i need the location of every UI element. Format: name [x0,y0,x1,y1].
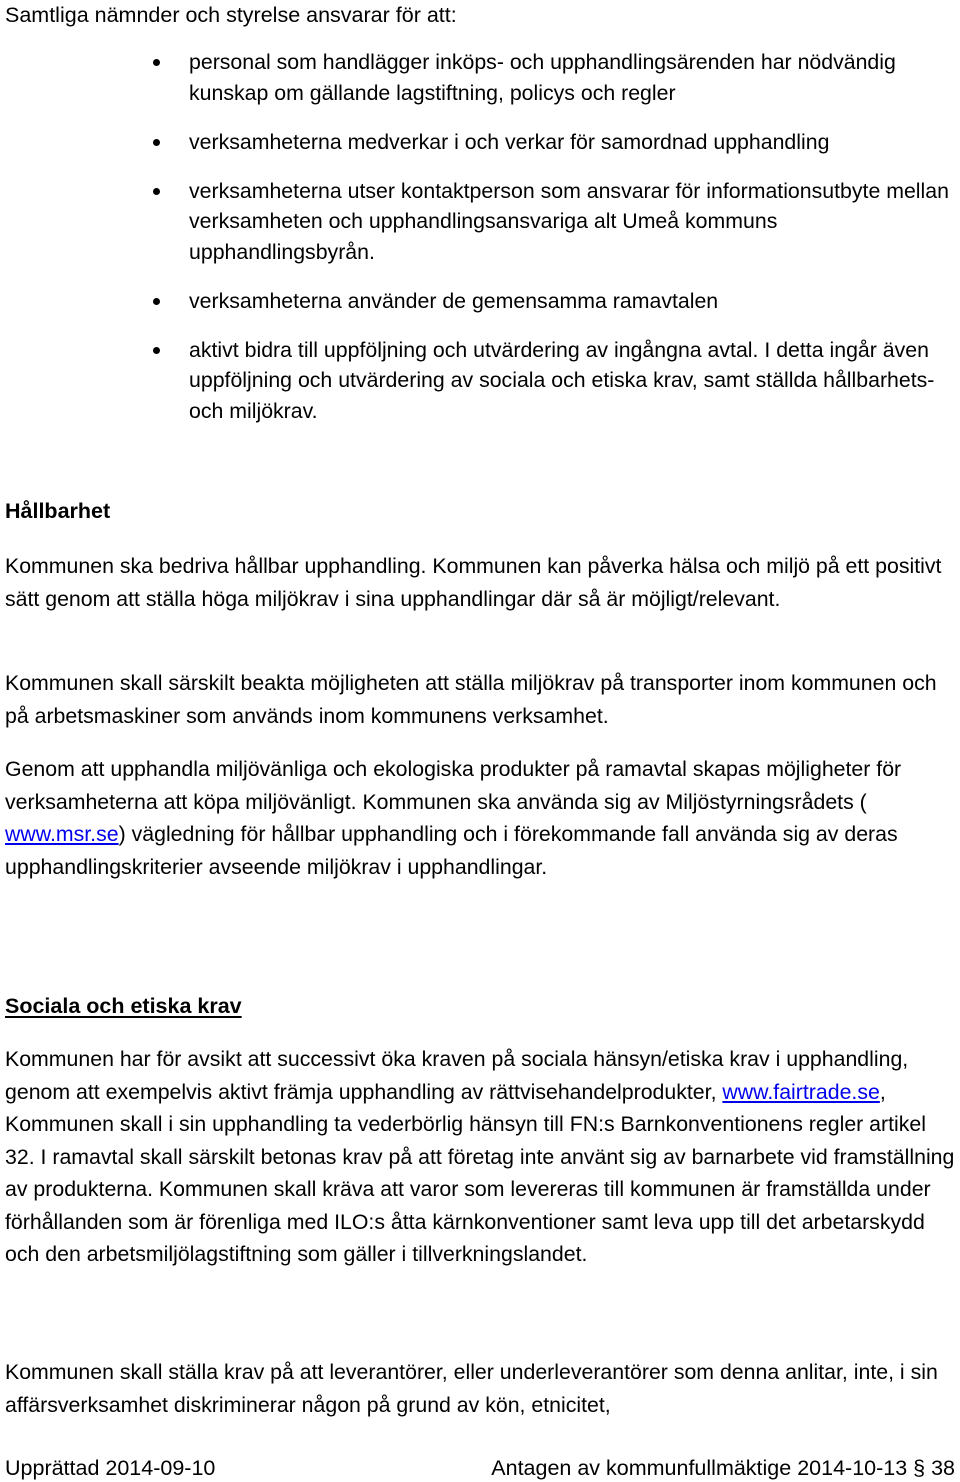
list-item-text: aktivt bidra till uppföljning och utvärdering av ingångna avtal. I detta ingår även uppföljning och utvärdering av sociala och etiska krav, samt ställda hållbarhets- och miljökrav. [189,337,935,423]
responsibility-list [150,47,950,445]
section-heading-social: Sociala och etiska krav [5,994,242,1018]
sustainability-paragraph-3-end: ) vägledning för hållbar upphandling och i förekommande fall använda sig av deras upphandlingskriterier avseende miljökrav i upphandlingar. [5,822,898,879]
list-item-text: verksamheterna medverkar i och verkar för samordnad upphandling [189,129,830,154]
bullet-icon [153,347,160,354]
list-item [150,286,950,317]
list-item-text: personal som handlägger inköps- och upphandlingsärenden har nödvändig kunskap om gällande lagstiftning, policys och regler [189,50,896,105]
bullet-icon [153,298,160,305]
sustainability-paragraph-1: Kommunen ska bedriva hållbar upphandling. Kommunen kan påverka hälsa och miljö på ett positivt sätt genom att ställa höga miljökrav i sina upphandlingar där så är möjligt/relevant. [5,554,942,611]
fairtrade-link[interactable]: www.fairtrade.se [722,1079,880,1104]
list-item-text: verksamheterna utser kontaktperson som ansvarar för informationsutbyte mellan verksamheten och upphandlingsansvariga alt Umeå kommuns upphandlingsbyrån. [189,178,949,264]
list-item [150,176,950,268]
bullet-icon [153,59,160,66]
social-paragraph-2: Kommunen skall ställa krav på att leverantörer, eller underleverantörer som denna anlitar, inte, i sin affärsverksamhet diskriminerar någon på grund av kön, etnicitet, [5,1360,938,1417]
bullet-icon [153,139,160,146]
page-footer [5,1454,955,1482]
list-item [150,47,950,108]
list-item [150,127,950,158]
list-item [150,335,950,427]
section-heading-sustainability: Hållbarhet [5,499,111,523]
intro-text: Samtliga nämnder och styrelse ansvarar för att: [5,3,457,27]
list-item-text: verksamheterna använder de gemensamma ramavtalen [189,288,719,313]
sustainability-paragraph-3 [5,753,955,883]
footer-created-date: Upprättad 2014-09-10 [5,1456,216,1480]
social-paragraph-1-end: , Kommunen skall i sin upphandling ta vederbörlig hänsyn till FN:s Barnkonventionens regler artikel 32. I ramavtal skall särskilt betonas krav på att företag inte använt sig av barnarbete vid framställning av produkterna. Kommunen skall kräva att varor som levereras till kommunen är framställda under förhållanden som är förenliga med ILO:s åtta kärnkonventioner samt leva upp till det arbetarskydd och den arbetsmiljölagstiftning som gäller i tillverkningslandet. [5,1079,955,1266]
bullet-icon [153,188,160,195]
footer-adopted-info: Antagen av kommunfullmäktige 2014-10-13 § 38 [491,1456,955,1480]
social-paragraph-1 [5,1043,955,1271]
sustainability-paragraph-3-start: Genom att upphandla miljövänliga och ekologiska produkter på ramavtal skapas möjligheter för verksamheterna att köpa miljövänligt. Kommunen ska använda sig av Miljöstyrningsrådets ( [5,757,902,814]
social-paragraph-1-start: Kommunen har för avsikt att successivt öka kraven på sociala hänsyn/etiska krav i upphandling, genom att exempelvis aktivt främja upphandling av rättvisehandelprodukter, [5,1047,909,1104]
sustainability-paragraph-2: Kommunen skall särskilt beakta möjligheten att ställa miljökrav på transporter inom kommunen och på arbetsmaskiner som används inom kommunens verksamhet. [5,671,937,728]
msr-link[interactable]: www.msr.se [5,822,119,846]
